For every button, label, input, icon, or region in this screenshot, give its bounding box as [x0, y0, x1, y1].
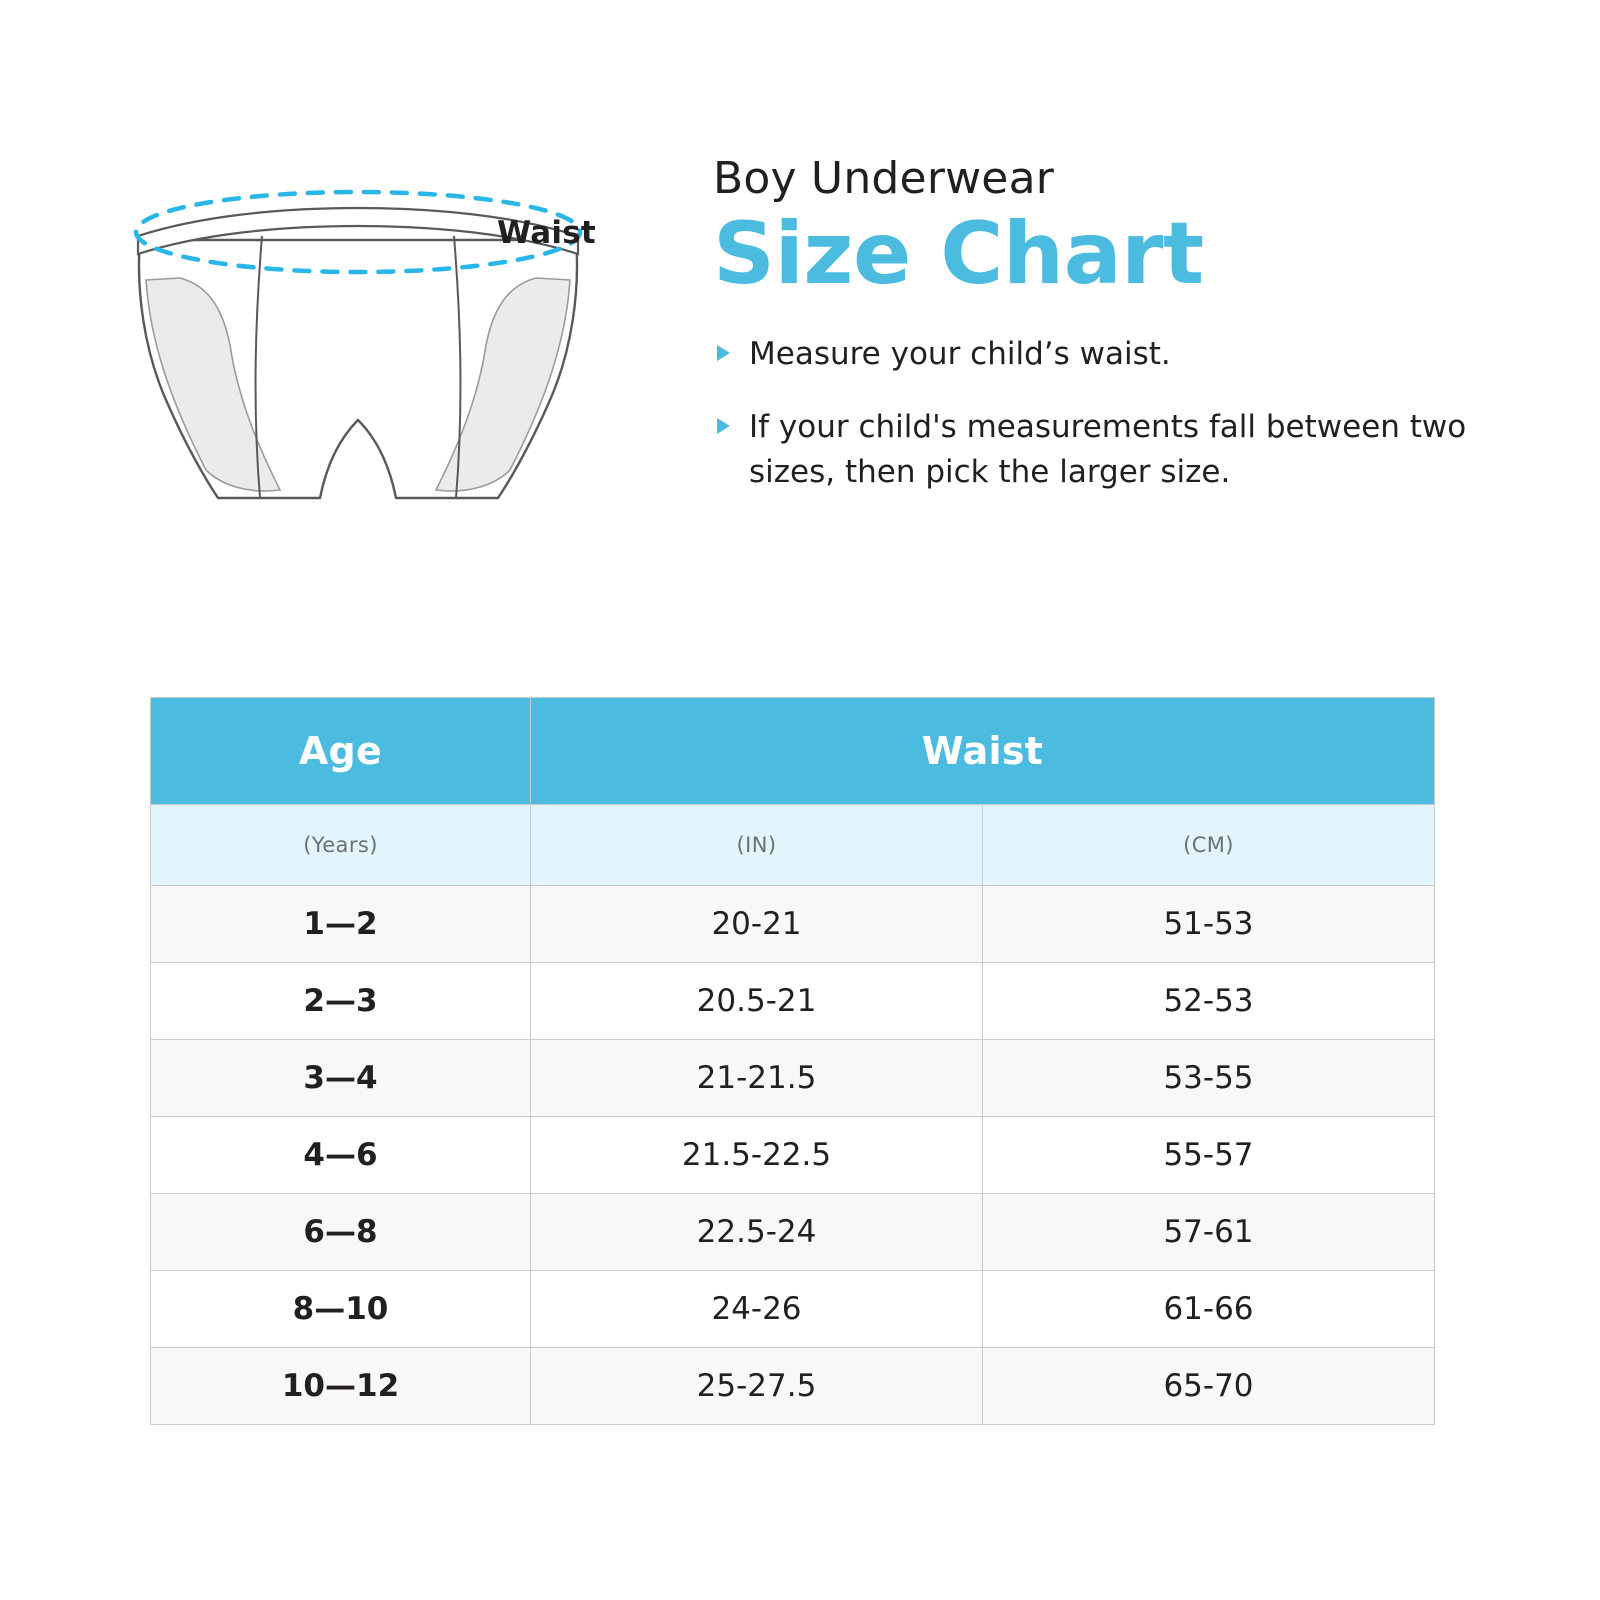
cell-waist-cm: 53-55 [983, 1040, 1435, 1117]
cell-waist-cm: 51-53 [983, 886, 1435, 963]
page-title: Size Chart [713, 204, 1204, 305]
cell-waist-cm: 65-70 [983, 1348, 1435, 1425]
cell-waist-in: 24-26 [531, 1271, 983, 1348]
table-row [151, 1271, 1435, 1348]
unit-header-inches: (IN) [531, 805, 983, 886]
table-row [151, 1117, 1435, 1194]
cell-waist-cm: 61-66 [983, 1271, 1435, 1348]
table-unit-header-row [151, 805, 1435, 886]
table-row [151, 1040, 1435, 1117]
cell-waist-cm: 55-57 [983, 1117, 1435, 1194]
triangle-bullet-icon [717, 418, 730, 434]
title-block [713, 155, 1513, 523]
table-row [151, 886, 1435, 963]
triangle-bullet-icon [717, 345, 730, 361]
unit-header-age: (Years) [151, 805, 531, 886]
cell-waist-cm: 52-53 [983, 963, 1435, 1040]
waist-label: Waist [497, 215, 596, 251]
size-chart-table [150, 697, 1435, 1425]
instruction-item-2 [713, 405, 1513, 495]
cell-age: 3—4 [151, 1040, 531, 1117]
product-title: Boy Underwear [713, 153, 1055, 204]
cell-waist-cm: 57-61 [983, 1194, 1435, 1271]
table-group-header-row [151, 698, 1435, 805]
cell-age: 1—2 [151, 886, 531, 963]
instructions-list [713, 332, 1513, 495]
column-header-age: Age [151, 698, 531, 805]
table-row [151, 1194, 1435, 1271]
cell-age: 10—12 [151, 1348, 531, 1425]
instruction-text: If your child's measurements fall between two sizes, then pick the larger size. [749, 408, 1467, 490]
cell-waist-in: 22.5-24 [531, 1194, 983, 1271]
cell-waist-in: 21.5-22.5 [531, 1117, 983, 1194]
cell-waist-in: 20-21 [531, 886, 983, 963]
cell-waist-in: 20.5-21 [531, 963, 983, 1040]
unit-header-centimeters: (CM) [983, 805, 1435, 886]
table-row [151, 963, 1435, 1040]
cell-age: 6—8 [151, 1194, 531, 1271]
cell-waist-in: 21-21.5 [531, 1040, 983, 1117]
cell-waist-in: 25-27.5 [531, 1348, 983, 1425]
cell-age: 2—3 [151, 963, 531, 1040]
instruction-text: Measure your child’s waist. [749, 335, 1171, 372]
header-section [0, 0, 1600, 620]
column-header-waist: Waist [531, 698, 1435, 805]
table-row [151, 1348, 1435, 1425]
cell-age: 8—10 [151, 1271, 531, 1348]
cell-age: 4—6 [151, 1117, 531, 1194]
underwear-illustration [110, 150, 630, 550]
size-chart-table-wrapper [150, 697, 1435, 1425]
instruction-item-1 [713, 332, 1513, 377]
